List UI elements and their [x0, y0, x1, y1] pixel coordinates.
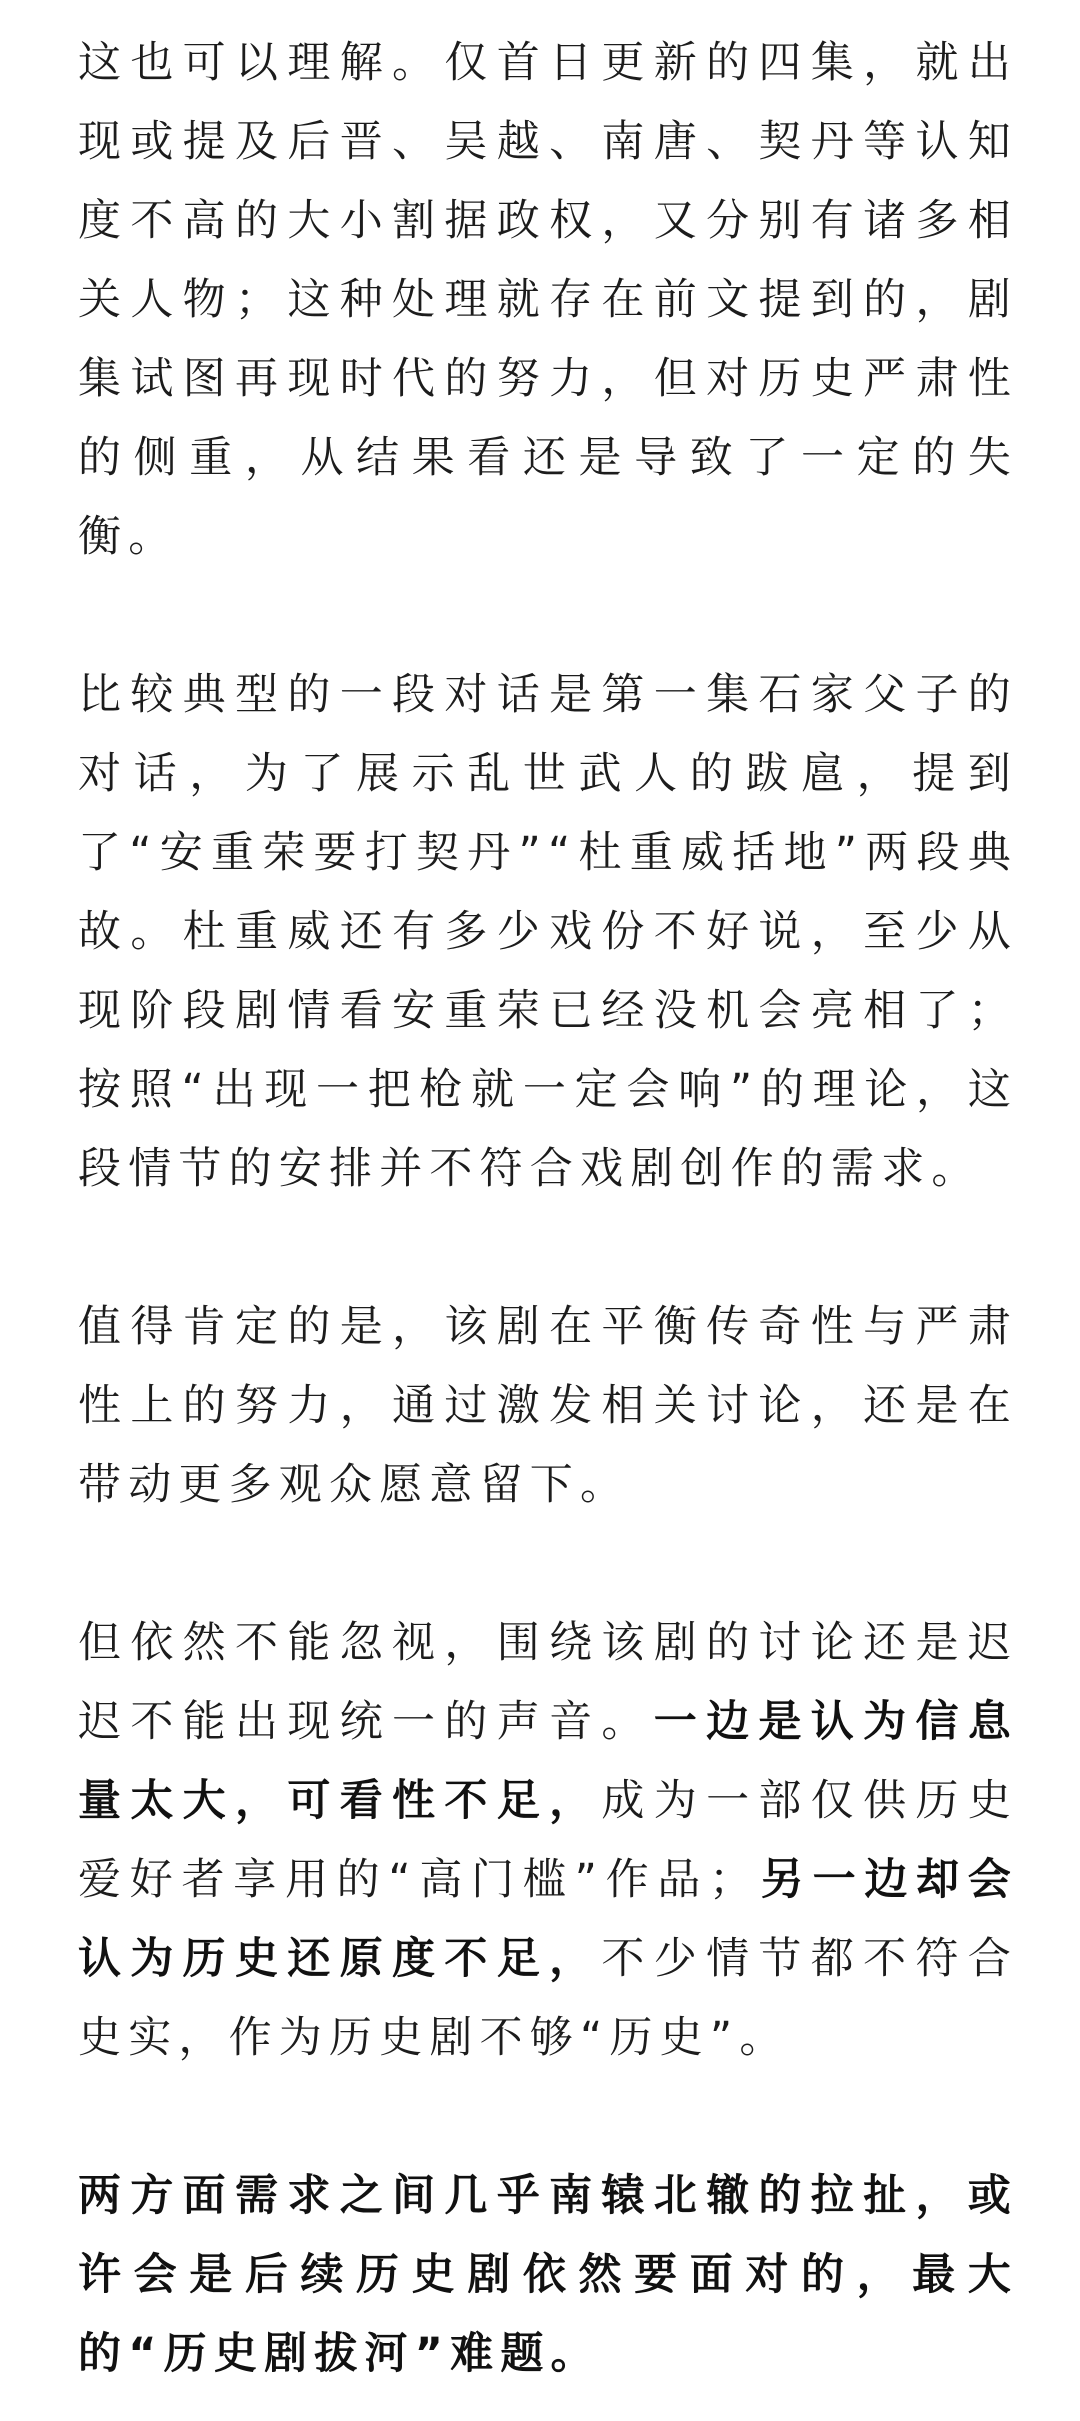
paragraph-4-emphasis-2: 另一边却会认为历史还原度不足，	[78, 1855, 1019, 1984]
paragraph-1	[78, 24, 1018, 577]
paragraph-3-text: 值得肯定的是，该剧在平衡传奇性与严肃性上的努力，通过激发相关讨论，还是在带动更多观众愿意留下。	[78, 1302, 1018, 1510]
paragraph-4-emphasis-1: 一边是认为信息量太大，可看性不足，	[78, 1697, 1018, 1826]
paragraph-4-text-1: 但依然不能忽视，围绕该剧的讨论还是迟迟不能出现统一的声音。	[78, 1618, 1018, 1747]
paragraph-4	[78, 1604, 1018, 2078]
paragraph-5	[78, 2157, 1018, 2394]
paragraph-1-text: 这也可以理解。仅首日更新的四集，就出现或提及后晋、吴越、南唐、契丹等认知度不高的大小割据政权，又分别有诸多相关人物；这种处理就存在前文提到的，剧集试图再现时代的努力，但对历史严肃性的侧重，从结果看还是导致了一定的失衡。	[78, 38, 1018, 562]
paragraph-5-emphasis: 两方面需求之间几乎南辕北辙的拉扯，或许会是后续历史剧依然要面对的，最大的“历史剧拔河”难题。	[78, 2171, 1018, 2379]
paragraph-3	[78, 1288, 1018, 1525]
article-body	[78, 24, 1018, 2394]
paragraph-4-text-3: 不少情节都不符合史实，作为历史剧不够“历史”。	[78, 1934, 1018, 2063]
paragraph-4-text-2: 成为一部仅供历史爱好者享用的“高门槛”作品；	[78, 1776, 1018, 1905]
paragraph-2	[78, 656, 1018, 1209]
paragraph-2-text: 比较典型的一段对话是第一集石家父子的对话，为了展示乱世武人的跋扈，提到了“安重荣要打契丹”“杜重威括地”两段典故。杜重威还有多少戏份不好说，至少从现阶段剧情看安重荣已经没机会亮相了；按照“出现一把枪就一定会响”的理论，这段情节的安排并不符合戏剧创作的需求。	[78, 670, 1018, 1194]
